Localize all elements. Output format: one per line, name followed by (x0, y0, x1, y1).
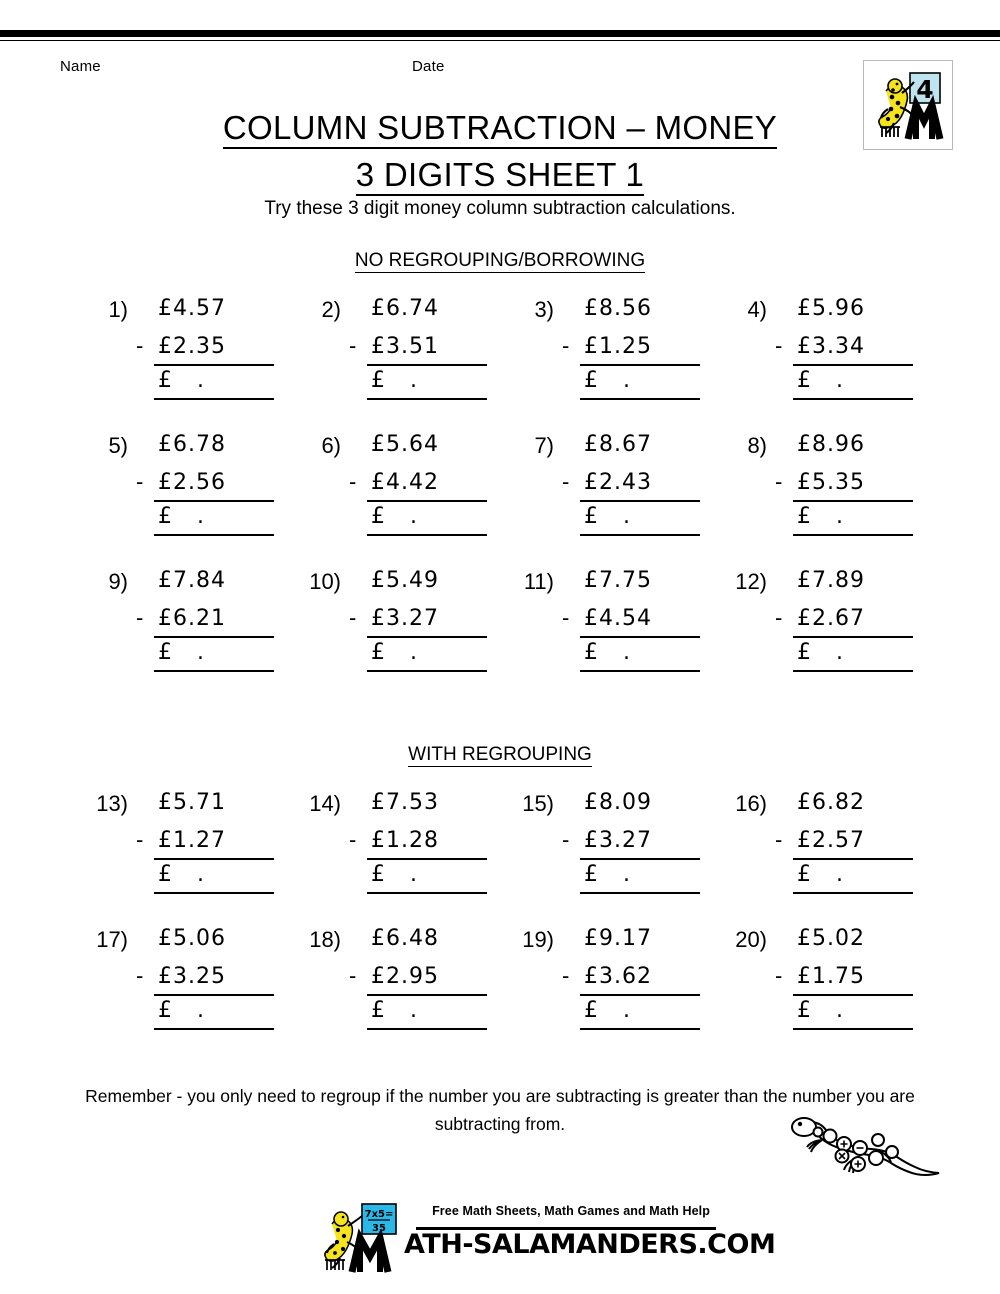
minus-operator: - (775, 333, 783, 358)
subtraction-problem (498, 292, 711, 400)
answer-blank[interactable]: £ . (793, 858, 913, 894)
minus-operator: - (136, 605, 144, 630)
subtrahend-value: £2.57 (793, 824, 913, 860)
problem-number: 2) (321, 297, 341, 322)
minuend-row (775, 292, 913, 328)
minus-operator: - (136, 827, 144, 852)
answer-row[interactable] (349, 994, 487, 1030)
subtrahend-row (775, 822, 913, 858)
subtrahend-value: £3.62 (580, 960, 700, 996)
subtrahend-row (349, 328, 487, 364)
answer-row[interactable] (775, 636, 913, 672)
footer-board-text-bottom: 35 (372, 1223, 386, 1234)
subtrahend-row (775, 328, 913, 364)
subtrahend-value: £3.25 (154, 960, 274, 996)
minus-operator: - (136, 469, 144, 494)
answer-row[interactable] (349, 500, 487, 536)
problem-body (775, 564, 913, 672)
subtraction-problem (285, 292, 498, 400)
minus-operator: - (562, 469, 570, 494)
answer-row[interactable] (136, 994, 274, 1030)
answer-row[interactable] (136, 500, 274, 536)
minuend-value: £7.89 (797, 568, 865, 593)
badge-level-number: 4 (916, 75, 934, 104)
answer-row[interactable] (562, 994, 700, 1030)
subtraction-problem (498, 922, 711, 1030)
salamander-icon (782, 1110, 942, 1188)
subtrahend-value: £2.35 (154, 330, 274, 366)
minus-operator: - (775, 469, 783, 494)
subtrahend-row (349, 958, 487, 994)
problem-number: 1) (108, 297, 128, 322)
subtraction-problem (711, 564, 924, 672)
problem-row (0, 564, 1000, 672)
problem-body (349, 786, 487, 894)
subtrahend-row (136, 958, 274, 994)
subtrahend-row (562, 328, 700, 364)
subtrahend-value: £1.75 (793, 960, 913, 996)
problem-number: 5) (108, 433, 128, 458)
section-heading-with-regrouping (0, 744, 1000, 766)
minuend-value: £8.67 (584, 432, 652, 457)
problem-number: 15) (522, 791, 554, 816)
minuend-value: £5.02 (797, 926, 865, 951)
minuend-value: £7.84 (158, 568, 226, 593)
answer-row[interactable] (775, 500, 913, 536)
answer-row[interactable] (136, 636, 274, 672)
minuend-row (562, 428, 700, 464)
minuend-value: £8.96 (797, 432, 865, 457)
minus-operator: - (775, 605, 783, 630)
answer-blank[interactable]: £ . (793, 636, 913, 672)
minuend-value: £8.09 (584, 790, 652, 815)
minuend-value: £6.82 (797, 790, 865, 815)
answer-blank[interactable]: £ . (367, 858, 487, 894)
subtraction-problem (498, 564, 711, 672)
minuend-value: £9.17 (584, 926, 652, 951)
problem-row (0, 786, 1000, 894)
minuend-value: £5.49 (371, 568, 439, 593)
subtrahend-row (775, 464, 913, 500)
subtrahend-value: £1.28 (367, 824, 487, 860)
minuend-row (562, 922, 700, 958)
minuend-value: £5.71 (158, 790, 226, 815)
minuend-row (775, 786, 913, 822)
problem-row (0, 428, 1000, 536)
answer-row[interactable] (349, 636, 487, 672)
minuend-row (349, 922, 487, 958)
subtrahend-value: £1.27 (154, 824, 274, 860)
minuend-row (775, 922, 913, 958)
problem-body (136, 564, 274, 672)
problem-number: 9) (108, 569, 128, 594)
problem-row (0, 292, 1000, 400)
problem-body (562, 564, 700, 672)
subtrahend-row (349, 822, 487, 858)
name-field-label: Name (60, 58, 101, 75)
answer-blank[interactable]: £ . (580, 364, 700, 400)
site-footer-logo (318, 1196, 776, 1276)
subtraction-problem (72, 564, 285, 672)
subtrahend-value: £3.27 (367, 602, 487, 638)
minuend-row (136, 292, 274, 328)
subtrahend-value: £1.25 (580, 330, 700, 366)
answer-row[interactable] (775, 994, 913, 1030)
minuend-value: £5.96 (797, 296, 865, 321)
problem-body (136, 292, 274, 400)
date-field-label: Date (412, 58, 445, 75)
section-heading-no-regrouping (0, 250, 1000, 272)
problem-body (136, 428, 274, 536)
problem-body (775, 292, 913, 400)
problem-number: 19) (522, 927, 554, 952)
minuend-value: £7.75 (584, 568, 652, 593)
minuend-row (349, 292, 487, 328)
minuend-value: £7.53 (371, 790, 439, 815)
page-title-line-2 (0, 151, 1000, 198)
answer-row[interactable] (562, 858, 700, 894)
subtraction-problem (498, 428, 711, 536)
page-title-line-1-text: COLUMN SUBTRACTION – MONEY (223, 109, 777, 149)
problem-number: 16) (735, 791, 767, 816)
answer-row[interactable] (136, 364, 274, 400)
subtraction-problem (711, 922, 924, 1030)
subtrahend-row (775, 600, 913, 636)
minuend-row (136, 786, 274, 822)
problem-body (562, 786, 700, 894)
answer-blank[interactable]: £ . (793, 500, 913, 536)
subtrahend-value: £3.27 (580, 824, 700, 860)
problem-number: 7) (534, 433, 554, 458)
minuend-row (136, 922, 274, 958)
minuend-row (775, 564, 913, 600)
problem-body (775, 922, 913, 1030)
subtrahend-row (136, 464, 274, 500)
problem-body (136, 922, 274, 1030)
minus-operator: - (562, 333, 570, 358)
minuend-value: £6.48 (371, 926, 439, 951)
minuend-row (562, 292, 700, 328)
subtraction-problem (72, 786, 285, 894)
problem-number: 13) (96, 791, 128, 816)
minuend-value: £6.74 (371, 296, 439, 321)
minuend-row (775, 428, 913, 464)
minus-operator: - (349, 333, 357, 358)
minuend-row (136, 428, 274, 464)
answer-row[interactable] (349, 858, 487, 894)
minuend-row (562, 786, 700, 822)
minuend-row (349, 428, 487, 464)
minus-operator: - (349, 827, 357, 852)
answer-blank[interactable]: £ . (154, 858, 274, 894)
minuend-row (562, 564, 700, 600)
minuend-row (349, 564, 487, 600)
minuend-row (349, 786, 487, 822)
problem-body (349, 292, 487, 400)
answer-blank[interactable]: £ . (367, 500, 487, 536)
subtrahend-row (136, 328, 274, 364)
subtrahend-row (562, 600, 700, 636)
minuend-value: £6.78 (158, 432, 226, 457)
problem-number: 20) (735, 927, 767, 952)
problem-grid-with-regrouping (0, 786, 1000, 1030)
subtrahend-row (349, 464, 487, 500)
answer-row[interactable] (349, 364, 487, 400)
subtrahend-value: £3.51 (367, 330, 487, 366)
answer-blank[interactable]: £ . (793, 994, 913, 1030)
page-title-block (0, 104, 1000, 198)
answer-blank[interactable]: £ . (367, 636, 487, 672)
page-title-line-2-text: 3 DIGITS SHEET 1 (356, 156, 644, 196)
problem-body (775, 786, 913, 894)
answer-blank[interactable]: £ . (154, 636, 274, 672)
problem-body (562, 922, 700, 1030)
answer-blank[interactable]: £ . (580, 500, 700, 536)
answer-blank[interactable]: £ . (580, 994, 700, 1030)
subtrahend-value: £2.56 (154, 466, 274, 502)
page-subtitle: Try these 3 digit money column subtraction calculations. (264, 198, 736, 219)
section-heading-no-regrouping-text: NO REGROUPING/BORROWING (354, 250, 646, 271)
problem-grid-no-regrouping (0, 292, 1000, 672)
problem-number: 17) (96, 927, 128, 952)
footer-brand-text: ATH-SALAMANDERS.COM (404, 1229, 776, 1260)
minus-operator: - (562, 827, 570, 852)
subtraction-problem (711, 428, 924, 536)
minus-operator: - (562, 605, 570, 630)
answer-blank[interactable]: £ . (367, 994, 487, 1030)
subtrahend-value: £3.34 (793, 330, 913, 366)
answer-blank[interactable]: £ . (154, 500, 274, 536)
subtraction-problem (498, 786, 711, 894)
minus-operator: - (775, 963, 783, 988)
answer-blank[interactable]: £ . (580, 636, 700, 672)
subtraction-problem (72, 428, 285, 536)
problem-body (562, 428, 700, 536)
problem-number: 8) (747, 433, 767, 458)
subtraction-problem (285, 922, 498, 1030)
problem-number: 12) (735, 569, 767, 594)
problem-number: 11) (523, 569, 554, 594)
subtrahend-value: £2.95 (367, 960, 487, 996)
answer-blank[interactable]: £ . (154, 994, 274, 1030)
problem-number: 10) (309, 569, 341, 594)
minus-operator: - (349, 605, 357, 630)
minuend-value: £5.64 (371, 432, 439, 457)
subtrahend-row (136, 600, 274, 636)
subtraction-problem (711, 292, 924, 400)
subtrahend-value: £2.67 (793, 602, 913, 638)
subtrahend-row (562, 958, 700, 994)
subtrahend-row (562, 464, 700, 500)
minus-operator: - (775, 827, 783, 852)
subtraction-problem (285, 428, 498, 536)
page-top-rule-thin (0, 40, 1000, 41)
subtrahend-row (775, 958, 913, 994)
subtrahend-row (349, 600, 487, 636)
minus-operator: - (136, 333, 144, 358)
problem-body (562, 292, 700, 400)
subtrahend-value: £5.35 (793, 466, 913, 502)
subtrahend-value: £4.54 (580, 602, 700, 638)
subtrahend-row (136, 822, 274, 858)
footer-board-text-top: 7x5= (364, 1209, 394, 1220)
problem-body (136, 786, 274, 894)
minus-operator: - (136, 963, 144, 988)
minuend-row (136, 564, 274, 600)
problem-number: 14) (309, 791, 341, 816)
subtrahend-value: £4.42 (367, 466, 487, 502)
problem-number: 18) (309, 927, 341, 952)
minus-operator: - (349, 963, 357, 988)
subtraction-problem (285, 564, 498, 672)
subtraction-problem (285, 786, 498, 894)
answer-blank[interactable]: £ . (580, 858, 700, 894)
page-title-line-1 (0, 104, 1000, 151)
answer-blank[interactable]: £ . (154, 364, 274, 400)
problem-body (349, 428, 487, 536)
subtraction-problem (72, 922, 285, 1030)
minuend-value: £5.06 (158, 926, 226, 951)
minus-operator: - (349, 469, 357, 494)
problem-number: 4) (747, 297, 767, 322)
remember-note: Remember - you only need to regroup if the number you are subtracting is greater than the number you are subtracting from. (85, 1086, 915, 1134)
problem-number: 6) (321, 433, 341, 458)
subtraction-problem (711, 786, 924, 894)
minus-operator: - (562, 963, 570, 988)
subtrahend-value: £2.43 (580, 466, 700, 502)
answer-row[interactable] (136, 858, 274, 894)
answer-row[interactable] (775, 858, 913, 894)
problem-number: 3) (534, 297, 554, 322)
answer-blank[interactable]: £ . (793, 364, 913, 400)
minuend-value: £8.56 (584, 296, 652, 321)
minuend-value: £4.57 (158, 296, 226, 321)
answer-row[interactable] (562, 636, 700, 672)
problem-body (349, 564, 487, 672)
problem-body (775, 428, 913, 536)
answer-blank[interactable]: £ . (367, 364, 487, 400)
section-heading-with-regrouping-text: WITH REGROUPING (408, 744, 592, 765)
answer-row[interactable] (562, 364, 700, 400)
problem-body (349, 922, 487, 1030)
page-top-rule-thick (0, 30, 1000, 37)
subtrahend-row (562, 822, 700, 858)
bottom-salamander-illustration (782, 1110, 942, 1188)
subtrahend-value: £6.21 (154, 602, 274, 638)
subtraction-problem (72, 292, 285, 400)
answer-row[interactable] (775, 364, 913, 400)
answer-row[interactable] (562, 500, 700, 536)
footer-tagline: Free Math Sheets, Math Games and Math Help (432, 1204, 710, 1218)
problem-row (0, 922, 1000, 1030)
